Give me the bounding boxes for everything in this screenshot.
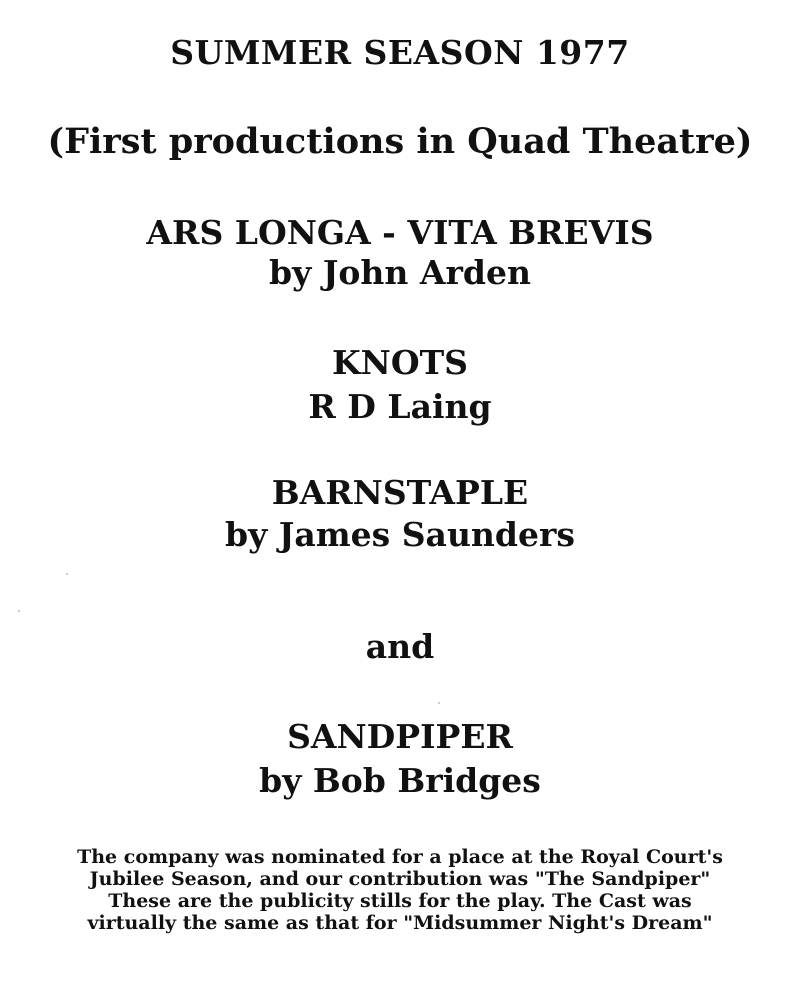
paper-speck [438,702,440,704]
footnote-line: virtually the same as that for "Midsummer Night's Dream" [87,912,713,934]
play-title: SANDPIPER [287,717,513,756]
play-title: ARS LONGA - VITA BREVIS [146,213,654,252]
season-title: SUMMER SEASON 1977 [170,33,630,72]
play-title: BARNSTAPLE [271,473,529,512]
play-author: by Bob Bridges [259,761,541,800]
footnote-line: The company was nominated for a place at the Royal Court's [77,846,723,868]
play-author: R D Laing [308,387,492,426]
play-author: by John Arden [269,253,531,292]
footnote [0,846,800,934]
play-author: by James Saunders [225,515,575,554]
paper-speck [66,573,68,575]
footnote-line: These are the publicity stills for the play. The Cast was [108,890,692,912]
play-title: KNOTS [332,343,468,382]
season-subtitle: (First productions in Quad Theatre) [47,121,753,162]
paper-speck [18,610,20,612]
connector-text: and [365,627,435,666]
footnote-line: Jubilee Season, and our contribution was "The Sandpiper" [89,868,711,890]
